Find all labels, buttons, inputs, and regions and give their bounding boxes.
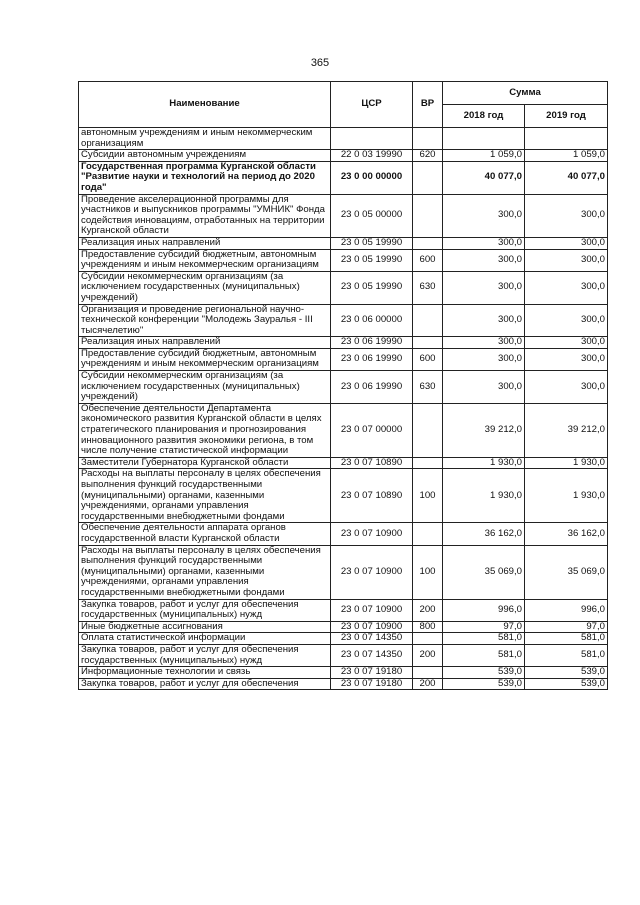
cell-s2019: 539,0 (525, 678, 608, 690)
table-row (79, 644, 608, 666)
cell-name: Реализация иных направлений (79, 237, 331, 249)
cell-s2019 (525, 128, 608, 150)
cell-s2019: 36 162,0 (525, 523, 608, 545)
table-row (79, 403, 608, 457)
table-row (79, 271, 608, 304)
header-csr: ЦСР (331, 82, 413, 128)
cell-s2018: 539,0 (443, 667, 525, 679)
cell-s2018: 300,0 (443, 304, 525, 337)
budget-table (78, 81, 608, 690)
header-vr: ВР (413, 82, 443, 128)
cell-name: Иные бюджетные ассигнования (79, 621, 331, 633)
cell-name: Субсидии автономным учреждениям (79, 150, 331, 162)
cell-csr: 23 0 05 19990 (331, 249, 413, 271)
cell-s2019: 1 930,0 (525, 457, 608, 469)
table-row (79, 249, 608, 271)
cell-s2019: 300,0 (525, 304, 608, 337)
cell-name: Закупка товаров, работ и услуг для обеспечения государственных (муниципальных) нужд (79, 599, 331, 621)
cell-s2019: 300,0 (525, 271, 608, 304)
table-row (79, 633, 608, 645)
table-row (79, 150, 608, 162)
cell-csr: 23 0 07 10900 (331, 545, 413, 599)
page-number: 365 (310, 57, 330, 69)
cell-csr: 23 0 07 10900 (331, 599, 413, 621)
cell-name: Расходы на выплаты персоналу в целях обеспечения выполнения функций государственными (муниципальными) органами, казенными учреждениями, органами управления государственными внебюджетными фондами (79, 545, 331, 599)
cell-csr: 23 0 07 14350 (331, 644, 413, 666)
cell-csr: 23 0 07 19180 (331, 678, 413, 690)
cell-s2019: 300,0 (525, 337, 608, 349)
table-row (79, 371, 608, 404)
cell-csr: 23 0 06 19990 (331, 337, 413, 349)
cell-name: автономным учреждениям и иным некоммерческим организациям (79, 128, 331, 150)
cell-s2018: 35 069,0 (443, 545, 525, 599)
header-2018: 2018 год (443, 105, 525, 128)
table-row (79, 237, 608, 249)
cell-csr: 23 0 07 10890 (331, 469, 413, 523)
cell-name: Организация и проведение региональной научно-технической конференции "Молодежь Зауралья - III тысячелетию" (79, 304, 331, 337)
cell-s2018: 40 077,0 (443, 161, 525, 194)
table-row (79, 469, 608, 523)
cell-vr (413, 667, 443, 679)
header-sum: Сумма (443, 82, 608, 105)
cell-s2018: 300,0 (443, 249, 525, 271)
table-row (79, 599, 608, 621)
table-row (79, 194, 608, 237)
cell-vr (413, 194, 443, 237)
cell-s2018: 300,0 (443, 194, 525, 237)
cell-s2019: 581,0 (525, 644, 608, 666)
cell-s2019: 300,0 (525, 237, 608, 249)
cell-s2018: 300,0 (443, 348, 525, 370)
cell-name: Информационные технологии и связь (79, 667, 331, 679)
cell-vr: 630 (413, 271, 443, 304)
cell-name: Закупка товаров, работ и услуг для обеспечения (79, 678, 331, 690)
cell-name: Заместители Губернатора Курганской области (79, 457, 331, 469)
cell-csr: 23 0 00 00000 (331, 161, 413, 194)
cell-s2018 (443, 128, 525, 150)
cell-s2018: 581,0 (443, 644, 525, 666)
cell-s2018: 581,0 (443, 633, 525, 645)
cell-csr: 23 0 07 00000 (331, 403, 413, 457)
cell-s2019: 40 077,0 (525, 161, 608, 194)
cell-name: Обеспечение деятельности Департамента экономического развития Курганской области в целях стратегического планирования и прогнозирования инновационного развития экономики региона, в том числе получение статистической информации (79, 403, 331, 457)
cell-name: Предоставление субсидий бюджетным, автономным учреждениям и иным некоммерческим организациям (79, 348, 331, 370)
cell-s2018: 996,0 (443, 599, 525, 621)
cell-s2018: 300,0 (443, 237, 525, 249)
cell-s2018: 36 162,0 (443, 523, 525, 545)
cell-s2018: 1 930,0 (443, 469, 525, 523)
cell-s2019: 539,0 (525, 667, 608, 679)
table-row (79, 337, 608, 349)
cell-name: Субсидии некоммерческим организациям (за исключением государственных (муниципальных) учреждений) (79, 271, 331, 304)
cell-name: Проведение акселерационной программы для участников и выпускников программы "УМНИК" Фонда содействия инновациям, отработанных на территории Курганской области (79, 194, 331, 237)
cell-vr (413, 337, 443, 349)
cell-name: Закупка товаров, работ и услуг для обеспечения государственных (муниципальных) нужд (79, 644, 331, 666)
cell-vr: 100 (413, 469, 443, 523)
header-name: Наименование (79, 82, 331, 128)
cell-s2018: 300,0 (443, 337, 525, 349)
cell-s2018: 300,0 (443, 271, 525, 304)
cell-s2019: 97,0 (525, 621, 608, 633)
cell-vr: 600 (413, 348, 443, 370)
cell-s2019: 996,0 (525, 599, 608, 621)
cell-s2019: 35 069,0 (525, 545, 608, 599)
cell-csr: 23 0 05 19990 (331, 237, 413, 249)
cell-s2019: 1 059,0 (525, 150, 608, 162)
cell-csr: 23 0 07 10900 (331, 523, 413, 545)
cell-csr: 23 0 07 10890 (331, 457, 413, 469)
table-row (79, 523, 608, 545)
cell-vr (413, 403, 443, 457)
cell-csr (331, 128, 413, 150)
cell-s2018: 300,0 (443, 371, 525, 404)
cell-s2019: 300,0 (525, 194, 608, 237)
cell-csr: 23 0 06 19990 (331, 348, 413, 370)
cell-s2018: 39 212,0 (443, 403, 525, 457)
table-row (79, 621, 608, 633)
table-row (79, 457, 608, 469)
cell-s2018: 1 059,0 (443, 150, 525, 162)
cell-s2018: 97,0 (443, 621, 525, 633)
cell-name: Оплата статистической информации (79, 633, 331, 645)
cell-vr (413, 523, 443, 545)
cell-csr: 23 0 07 10900 (331, 621, 413, 633)
header-2019: 2019 год (525, 105, 608, 128)
cell-csr: 23 0 06 00000 (331, 304, 413, 337)
cell-name: Реализация иных направлений (79, 337, 331, 349)
cell-s2019: 39 212,0 (525, 403, 608, 457)
cell-csr: 23 0 07 14350 (331, 633, 413, 645)
table-row (79, 161, 608, 194)
cell-vr: 100 (413, 545, 443, 599)
cell-s2019: 300,0 (525, 249, 608, 271)
cell-s2019: 300,0 (525, 371, 608, 404)
cell-s2018: 1 930,0 (443, 457, 525, 469)
cell-vr (413, 237, 443, 249)
table-row (79, 667, 608, 679)
table-row (79, 545, 608, 599)
cell-csr: 23 0 05 19990 (331, 271, 413, 304)
cell-name: Предоставление субсидий бюджетным, автономным учреждениям и иным некоммерческим организациям (79, 249, 331, 271)
cell-vr: 620 (413, 150, 443, 162)
cell-csr: 23 0 06 19990 (331, 371, 413, 404)
cell-s2019: 300,0 (525, 348, 608, 370)
cell-vr (413, 457, 443, 469)
cell-vr (413, 633, 443, 645)
cell-name: Субсидии некоммерческим организациям (за исключением государственных (муниципальных) учреждений) (79, 371, 331, 404)
cell-s2019: 581,0 (525, 633, 608, 645)
table-row (79, 304, 608, 337)
cell-csr: 23 0 07 19180 (331, 667, 413, 679)
table-row (79, 678, 608, 690)
cell-vr (413, 128, 443, 150)
cell-vr: 600 (413, 249, 443, 271)
cell-s2018: 539,0 (443, 678, 525, 690)
cell-csr: 23 0 05 00000 (331, 194, 413, 237)
cell-name: Обеспечение деятельности аппарата органов государственной власти Курганской области (79, 523, 331, 545)
cell-vr (413, 161, 443, 194)
cell-vr: 200 (413, 644, 443, 666)
cell-vr: 800 (413, 621, 443, 633)
cell-vr: 630 (413, 371, 443, 404)
cell-vr (413, 304, 443, 337)
cell-vr: 200 (413, 599, 443, 621)
cell-name: Государственная программа Курганской области "Развитие науки и технологий на период до 2020 года" (79, 161, 331, 194)
cell-name: Расходы на выплаты персоналу в целях обеспечения выполнения функций государственными (муниципальными) органами, казенными учреждениями, органами управления государственными внебюджетными фондами (79, 469, 331, 523)
cell-s2019: 1 930,0 (525, 469, 608, 523)
cell-vr: 200 (413, 678, 443, 690)
cell-csr: 22 0 03 19990 (331, 150, 413, 162)
table-row (79, 348, 608, 370)
table-row (79, 128, 608, 150)
